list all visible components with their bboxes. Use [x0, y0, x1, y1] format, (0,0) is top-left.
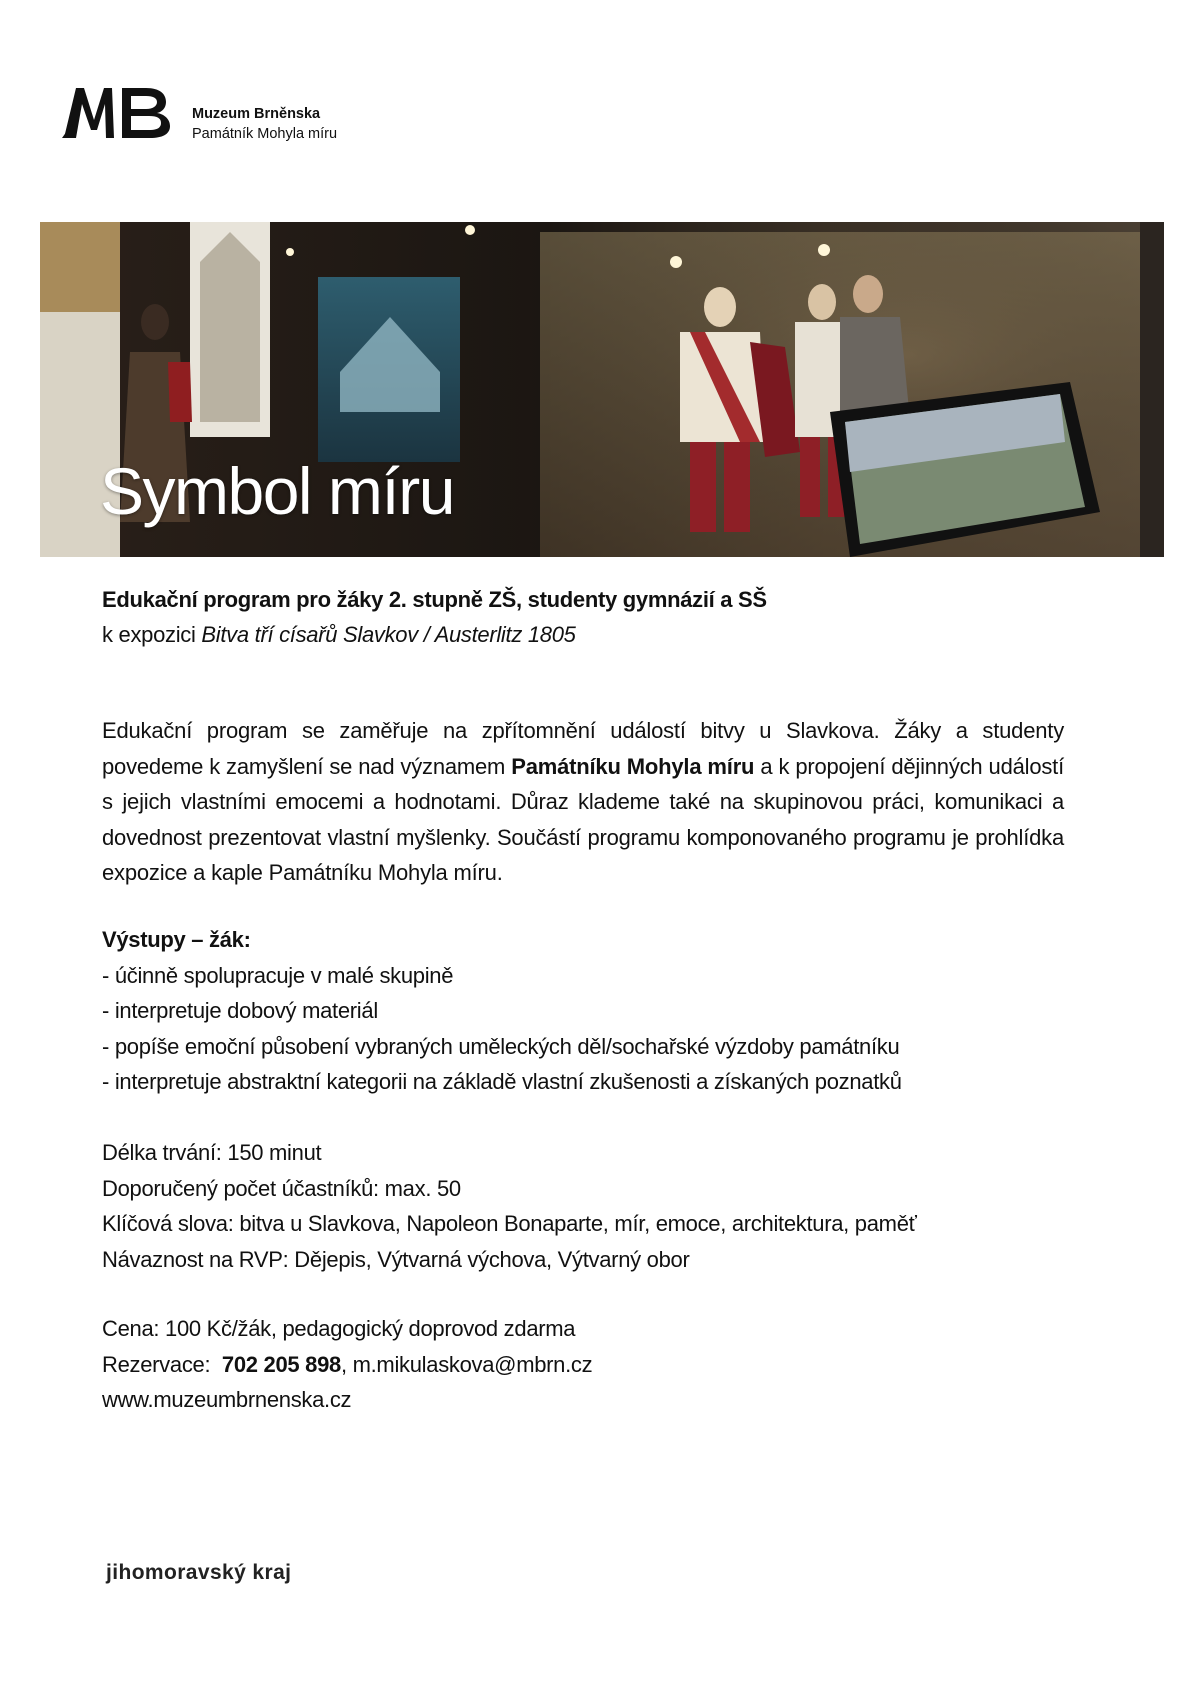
reservation-label: Rezervace:	[102, 1351, 222, 1377]
org-subname: Památník Mohyla míru	[192, 126, 338, 142]
museum-logo	[62, 84, 482, 144]
info-section	[102, 1135, 917, 1277]
program-description	[102, 713, 1064, 891]
program-exhibition	[102, 622, 576, 648]
description-bold: Památníku Mohyla míru	[511, 753, 755, 779]
exhibition-prefix: k expozici	[102, 622, 202, 647]
reservation	[102, 1347, 592, 1383]
org-name: Muzeum Brněnska	[192, 106, 321, 122]
output-item: - interpretuje abstraktní kategorii na základě vlastní zkušenosti a získaných poznatků	[102, 1069, 902, 1094]
hero-title: Symbol míru	[100, 454, 454, 528]
exhibition-name: Bitva tří císařů Slavkov / Austerlitz 1805	[201, 622, 576, 647]
rvp: Návaznost na RVP: Dějepis, Výtvarná výchova, Výtvarný obor	[102, 1246, 690, 1272]
contact-section	[102, 1311, 592, 1418]
email[interactable]: , m.mikulaskova@mbrn.cz	[340, 1351, 593, 1377]
outputs-section	[102, 922, 902, 1100]
price: Cena: 100 Kč/žák, pedagogický doprovod zdarma	[102, 1316, 576, 1341]
keywords: Klíčová slova: bitva u Slavkova, Napoleon Bonaparte, mír, emoce, architektura, paměť	[102, 1211, 917, 1236]
output-item: - popíše emoční působení vybraných uměleckých děl/sochařské výzdoby památníku	[102, 1033, 900, 1059]
mb-logo-mark	[62, 84, 174, 142]
description-part1: Edukační program se zaměřuje na zpřítomnění událostí bitvy u Slavkova. Žáky a studenty povedeme k zamyšlení se nad významem	[102, 718, 1064, 779]
participants: Doporučený počet účastníků: max. 50	[102, 1175, 461, 1201]
program-audience: Edukační program pro žáky 2. stupně ZŠ, studenty gymnázií a SŠ	[102, 587, 767, 612]
description-part2: a k propojení dějinných událostí s jejich vlastními emocemi a hodnotami. Důraz klademe také na skupinovou práci, komunikaci a dovednost prezentovat vlastní myšlenky. Součástí programu komponovaného programu je prohlídka expozice a kaple Památníku Mohyla míru.	[102, 753, 1064, 885]
phone-number[interactable]: 702 205 898	[221, 1351, 341, 1377]
output-item: - účinně spolupracuje v malé skupině	[102, 962, 454, 988]
hero-banner	[40, 222, 1164, 557]
outputs-heading: Výstupy – žák:	[102, 927, 251, 952]
output-item: - interpretuje dobový materiál	[102, 998, 378, 1023]
website-link[interactable]: www.muzeumbrnenska.cz	[102, 1387, 352, 1412]
duration: Délka trvání: 150 minut	[102, 1140, 322, 1165]
jihomoravsky-kraj-logo: jihomoravský kraj	[106, 1561, 292, 1584]
